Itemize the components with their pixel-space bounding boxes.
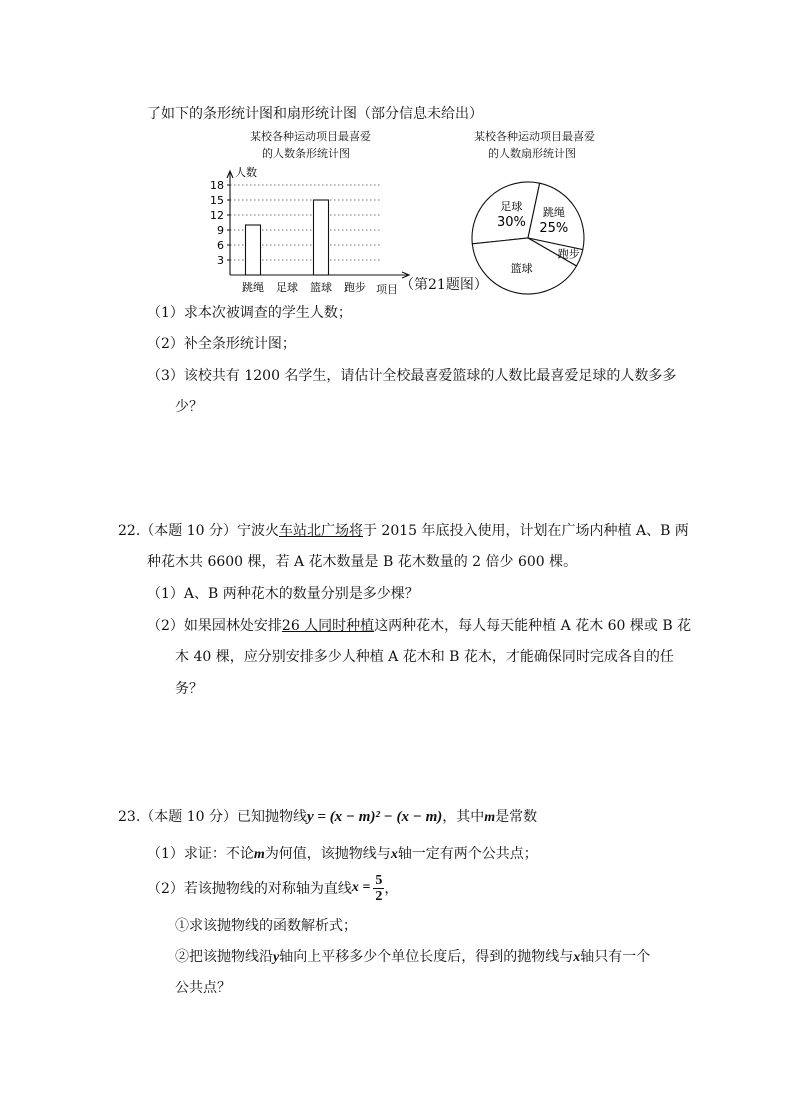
y-tick-label-2: 9	[217, 224, 224, 237]
pie-percent-0: 30%	[496, 215, 526, 231]
q22-line1-a: 22.（本题 10 分）宁波火	[118, 523, 279, 539]
y-tick-label-3: 12	[210, 209, 224, 222]
q22-part2-line2: 木 40 棵，应分别安排多少人种植 A 花木和 B 花木，才能确保同时完成各自的任	[175, 649, 674, 665]
pie-label-3: 篮球	[510, 262, 533, 276]
pie-percent-1: 25%	[539, 221, 569, 237]
q22-line1	[118, 520, 689, 540]
q23-part2-a: （2）若该抛物线的对称轴为直线	[147, 881, 352, 897]
q23-line1	[118, 806, 537, 826]
x-tick-label-2: 篮球	[310, 281, 332, 294]
q22-part2-underlined: 26 人同时种植	[281, 618, 375, 634]
pie-label-1: 跳绳	[542, 206, 565, 220]
q21-part2: （2）补全条形统计图；	[147, 336, 296, 352]
q22-line1-b: 于 2015 年底投入使用，计划在广场内种植 A、B 两	[362, 523, 689, 539]
q23-part1-b: 为何值，该抛物线与	[264, 846, 391, 862]
q22-line2: 种花木共 6600 棵，若 A 花木数量是 B 花木数量的 2 倍少 600 棵。	[147, 554, 578, 570]
pie-chart-title-2: 的人数扇形统计图	[488, 147, 576, 160]
pie-chart	[468, 178, 588, 298]
pie-chart-slices	[472, 182, 584, 294]
y-tick-label-5: 18	[210, 179, 224, 192]
pie-chart-title-1: 某校各种运动项目最喜爱	[474, 130, 595, 143]
q23-fraction-numerator: 5	[375, 872, 383, 888]
figure-caption: （第21题图）	[400, 277, 488, 293]
q23-sub2-var-x: x	[573, 950, 581, 965]
q23-formula: y = (x − m)² − (x − m)	[306, 809, 443, 825]
bar-chart-title-2: 的人数条形统计图	[262, 147, 350, 160]
pie-label-2: 跑步	[557, 247, 580, 261]
q21-part3-cont: 少？	[175, 399, 203, 415]
q23-var-m: m	[484, 810, 496, 825]
intro-text: 了如下的条形统计图和扇形统计图（部分信息未给出）	[147, 106, 483, 122]
q23-sub2	[175, 946, 650, 966]
q22-part2-line3: 务？	[175, 681, 203, 697]
q21-part3: （3）该校共有 1200 名学生，请估计全校最喜爱篮球的人数比最喜爱足球的人数多多	[147, 368, 677, 384]
q23-part2-eq: x =	[351, 880, 371, 895]
bar-chart-y-ticks	[210, 179, 224, 267]
q23-fraction	[373, 873, 384, 904]
q22-part2-b: 这两种花木，每人每天能种植 A 花木 60 棵或 B 花	[374, 618, 692, 634]
q22-part2	[147, 615, 691, 635]
x-tick-label-0: 跳绳	[242, 281, 264, 294]
q22-part2-a: （2）如果园林处安排	[147, 618, 282, 634]
q23-line1-b: ，其中	[442, 809, 485, 825]
y-tick-label-0: 3	[217, 254, 224, 267]
bar-chart-ylabel: 人数	[235, 166, 257, 179]
q23-part1-a: （1）求证：不论	[147, 846, 254, 862]
q23-line1-a: 23.（本题 10 分）已知抛物线	[118, 809, 307, 825]
q23-part2	[147, 868, 398, 908]
q23-part1-var-x: x	[390, 847, 398, 862]
q23-line1-c: 是常数	[495, 809, 538, 825]
q23-sub2-c: 轴只有一个	[580, 949, 651, 965]
bar-2	[314, 200, 329, 275]
q23-sub2-line2: 公共点？	[175, 980, 231, 996]
bar-chart-bars	[246, 200, 329, 275]
q23-part2-b: ，	[384, 881, 399, 897]
q23-sub2-a: ②把该抛物线沿	[175, 949, 273, 965]
bar-chart-title-1: 某校各种运动项目最喜爱	[250, 130, 371, 143]
bar-chart-x-labels	[242, 280, 366, 294]
q23-part1-c: 轴一定有两个公共点；	[397, 846, 538, 862]
q21-part1: （1）求本次被调查的学生人数；	[147, 305, 352, 321]
q23-part1	[147, 843, 538, 863]
q23-sub2-b: 轴向上平移多少个单位长度后，得到的抛物线与	[279, 949, 574, 965]
y-tick-label-4: 15	[210, 194, 224, 207]
bar-chart	[195, 160, 425, 300]
x-tick-label-3: 跑步	[344, 281, 366, 294]
pie-label-0: 足球	[500, 200, 523, 214]
q23-sub2-var-y: y	[273, 950, 280, 965]
q23-part1-var-m: m	[253, 847, 265, 862]
bar-chart-xlabel: 项目	[376, 283, 398, 296]
q22-part1: （1）A、B 两种花木的数量分别是多少棵？	[147, 586, 419, 602]
x-tick-label-1: 足球	[276, 281, 298, 294]
q23-fraction-denominator: 2	[375, 888, 383, 904]
q22-line1-underlined: 车站北广场将	[278, 523, 363, 539]
q23-sub1: ①求该抛物线的函数解析式；	[175, 918, 357, 934]
y-tick-label-1: 6	[217, 239, 224, 252]
bar-0	[246, 225, 261, 275]
